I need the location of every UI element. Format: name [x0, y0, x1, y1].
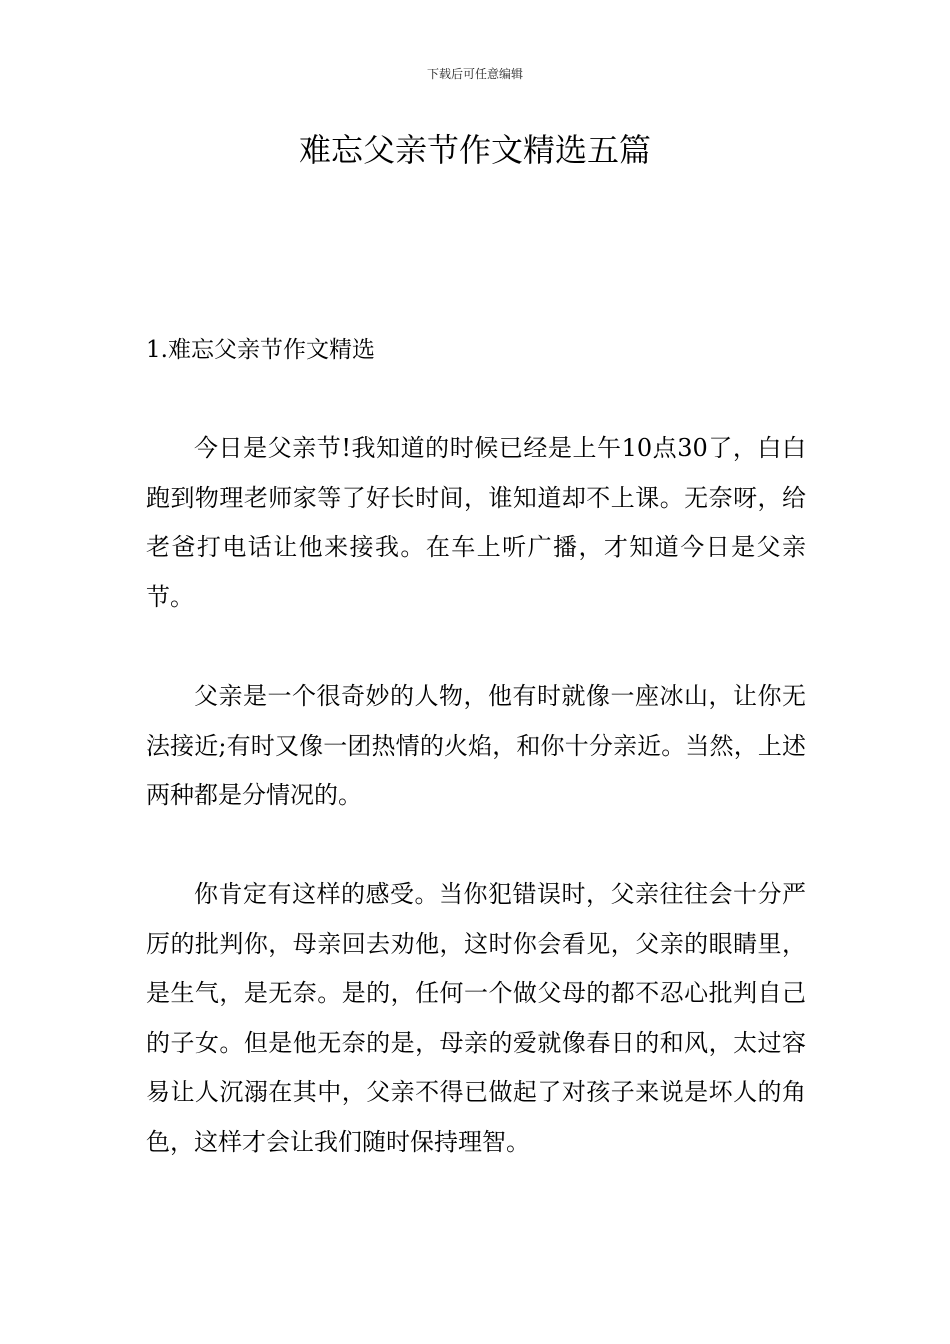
- paragraph-3: 你肯定有这样的感受。当你犯错误时，父亲往往会十分严厉的批判你，母亲回去劝他，这时你会看见，父亲的眼睛里，是生气，是无奈。是的，任何一个做父母的都不忍心批判自己的子女。但是他无奈的是，母亲的爱就像春日的和风，太过容易让人沉溺在其中，父亲不得已做起了对孩子来说是坏人的角色，这样才会让我们随时保持理智。: [146, 880, 806, 1156]
- paragraph-2: 父亲是一个很奇妙的人物，他有时就像一座冰山，让你无法接近;有时又像一团热情的火焰，和你十分亲近。当然，上述两种都是分情况的。: [146, 682, 806, 809]
- document-title: 难忘父亲节作文精选五篇: [298, 131, 651, 169]
- section-heading: 1.难忘父亲节作文精选: [146, 337, 375, 363]
- header-note: 下载后可任意编辑: [426, 67, 523, 81]
- paragraph-1: 今日是父亲节!我知道的时候已经是上午10点30了，白白跑到物理老师家等了好长时间，谁知道却不上课。无奈呀，给老爸打电话让他来接我。在车上听广播，才知道今日是父亲节。: [146, 434, 806, 611]
